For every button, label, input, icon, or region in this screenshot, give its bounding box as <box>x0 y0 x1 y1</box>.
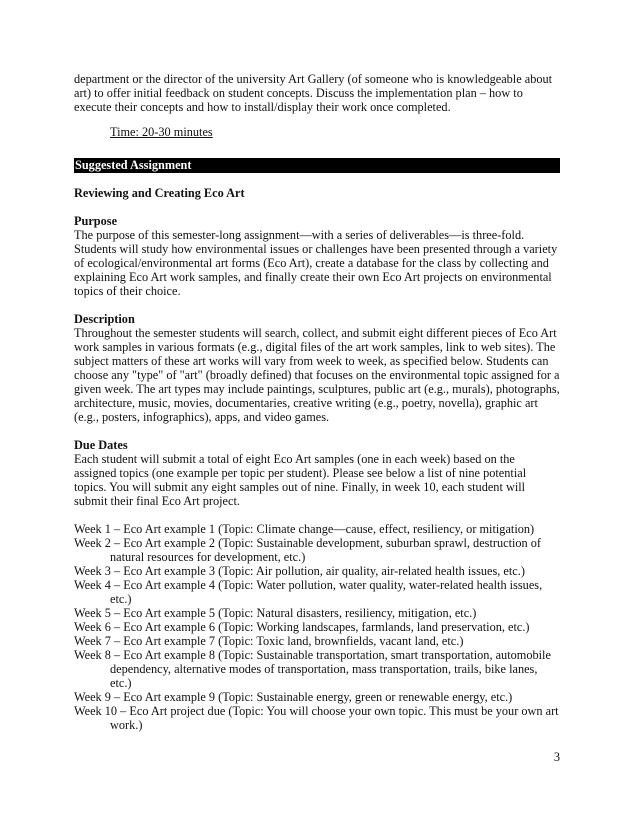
time-estimate: Time: 20-30 minutes <box>110 125 213 139</box>
due-dates-text: Each student will submit a total of eight Eco Art samples (one in each week) based on the assigned topics (one example per topic per student). Please see below a list of nine potential topics. You will submit any eight samples out of nine. Finally, in week 10, each student will submit their final Eco Art project. <box>74 452 527 508</box>
description-text: Throughout the semester students will search, collect, and submit eight different pieces of Eco Art work samples in various formats (e.g., digital files of the art work samples, link to web sites). The subject matters of these art works will vary from week to week, as specified below. Students can choose any "type" of "art" (broadly defined) that focuses on the environmental topic assigned for a given week. The art types may include paintings, sculptures, public art (e.g., murals), photographs, architecture, music, movies, documentaries, creative writing (e.g., poetry, novella), graphic art (e.g., posters, infographics), apps, and video games. <box>74 326 560 424</box>
description-heading: Description <box>74 312 135 326</box>
week-item: Week 7 – Eco Art example 7 (Topic: Toxic land, brownfields, vacant land, etc.) <box>74 634 464 648</box>
page-content <box>74 72 560 732</box>
page-number: 3 <box>553 750 560 764</box>
intro-paragraph: department or the director of the university Art Gallery (of someone who is knowledgeable about art) to offer initial feedback on student concepts. Discuss the implementation plan – how to execute their concepts and how to install/display their work once completed. <box>74 72 553 114</box>
due-dates-heading: Due Dates <box>74 438 128 452</box>
week-item: Week 6 – Eco Art example 6 (Topic: Working landscapes, farmlands, land preservation, etc.) <box>74 620 530 634</box>
week-item: Week 1 – Eco Art example 1 (Topic: Climate change—cause, effect, resiliency, or mitigation) <box>74 522 535 536</box>
week-item: Week 10 – Eco Art project due (Topic: You will choose your own topic. This must be your own art work.) <box>74 704 559 732</box>
section-bar: Suggested Assignment <box>74 158 560 173</box>
week-item: Week 3 – Eco Art example 3 (Topic: Air pollution, air quality, air-related health issues, etc.) <box>74 564 525 578</box>
week-item: Week 4 – Eco Art example 4 (Topic: Water pollution, water quality, water-related health issues, etc.) <box>74 578 543 606</box>
purpose-heading: Purpose <box>74 214 118 228</box>
week-item: Week 8 – Eco Art example 8 (Topic: Sustainable transportation, smart transportation, automobile dependency, alternative modes of transportation, mass transportation, trails, bike lanes, etc.) <box>74 648 551 690</box>
week-item: Week 9 – Eco Art example 9 (Topic: Sustainable energy, green or renewable energy, etc.) <box>74 690 513 704</box>
assignment-title: Reviewing and Creating Eco Art <box>74 186 245 200</box>
week-item: Week 2 – Eco Art example 2 (Topic: Sustainable development, suburban sprawl, destruction of natural resources for development, etc.) <box>74 536 542 564</box>
week-item: Week 5 – Eco Art example 5 (Topic: Natural disasters, resiliency, mitigation, etc.) <box>74 606 477 620</box>
weekly-schedule <box>74 522 560 732</box>
purpose-text: The purpose of this semester-long assignment—with a series of deliverables—is three-fold. Students will study how environmental issues or challenges have been presented through a variety of ecological/environmental art forms (Eco Art), create a database for the class by collecting and explaining Eco Art work samples, and finally create their own Eco Art projects on environmental topics of their choice. <box>74 228 558 298</box>
